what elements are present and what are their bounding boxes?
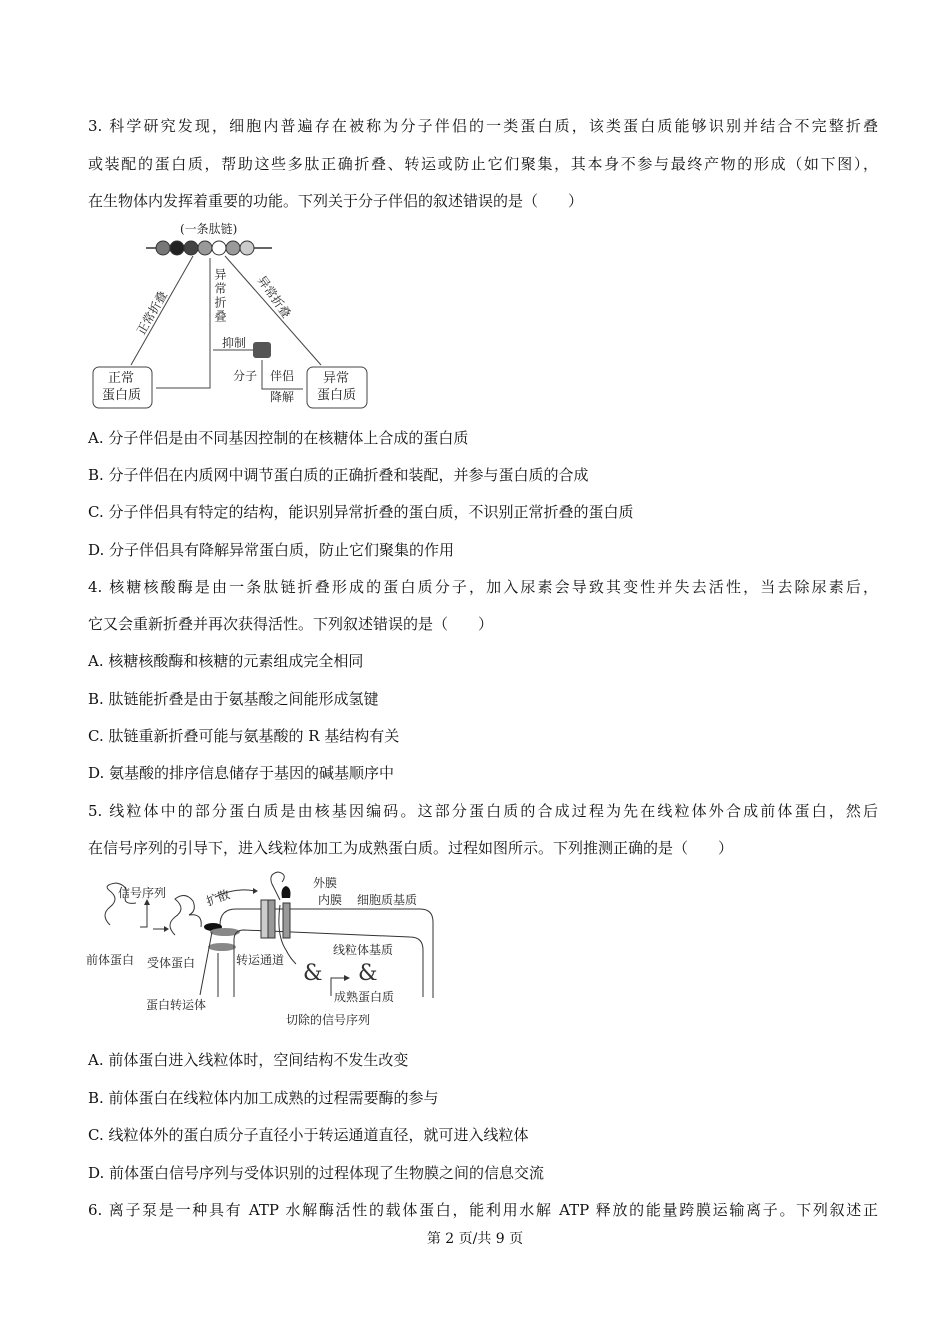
q3-line-3: 在生物体内发挥着重要的功能。下列关于分子伴侣的叙述错误的是（ ） <box>88 192 584 210</box>
q5-option-d: D. 前体蛋白信号序列与受体识别的过程体现了生物膜之间的信息交流 <box>88 1164 545 1182</box>
svg-text:&: & <box>303 961 323 986</box>
q4-option-c: C. 肽链重新折叠可能与氨基酸的 R 基结构有关 <box>88 727 400 745</box>
q4-option-d: D. 氨基酸的排序信息储存于基因的碱基顺序中 <box>88 764 395 782</box>
mature-protein-label: 成熟蛋白质 <box>334 990 395 1004</box>
abnormal-protein-line1: 异常 <box>323 371 350 386</box>
q5-line-1: 5. 线粒体中的部分蛋白质是由核基因编码。这部分蛋白质的合成过程为先在线粒体外合成前体蛋白，然后 <box>88 802 878 820</box>
molecule-label: 分子 <box>233 369 258 383</box>
receptor-protein-label: 受体蛋白 <box>147 956 196 970</box>
inhibit-label: 抑制 <box>222 336 247 350</box>
q3-line-1: 3. 科学研究发现，细胞内普遍存在被称为分子伴侣的一类蛋白质，该类蛋白质能够识别并结合不完整折叠 <box>88 117 878 135</box>
q5-option-c: C. 线粒体外的蛋白质分子直径小于转运通道直径，就可进入线粒体 <box>88 1126 529 1144</box>
chaperone-label: 伴侣 <box>270 369 295 383</box>
q5-option-b: B. 前体蛋白在线粒体内加工成熟的过程需要酶的参与 <box>88 1089 439 1107</box>
q3-option-d: D. 分子伴侣具有降解异常蛋白质，防止它们聚集的作用 <box>88 541 455 559</box>
outer-membrane-label: 外膜 <box>313 876 338 890</box>
diffuse-label: 扩散 <box>204 887 232 909</box>
mito-matrix-label: 线粒体基质 <box>333 943 394 957</box>
q5-option-a: A. 前体蛋白进入线粒体时，空间结构不发生改变 <box>88 1051 409 1069</box>
degrade-label: 降解 <box>270 390 295 404</box>
normal-protein-line1: 正常 <box>108 371 135 386</box>
precursor-protein-label: 前体蛋白 <box>86 953 135 967</box>
q4-option-a: A. 核糖核酸酶和核糖的元素组成完全相同 <box>88 652 364 670</box>
q3-option-c: C. 分子伴侣具有特定的结构，能识别异常折叠的蛋白质，不识别正常折叠的蛋白质 <box>88 503 634 521</box>
abnormal-protein-line2: 蛋白质 <box>317 388 357 403</box>
q4-line-2: 它又会重新折叠并再次获得活性。下列叙述错误的是（ ） <box>88 615 494 633</box>
abnormal-fold-mid-label: 异常折叠 <box>213 268 227 324</box>
q5-line-2: 在信号序列的引导下，进入线粒体加工为成熟蛋白质。过程如图所示。下列推测正确的是（ ） <box>88 839 734 857</box>
cut-signal-label: 切除的信号序列 <box>286 1013 371 1027</box>
inner-membrane-label: 内膜 <box>318 893 343 907</box>
q3-option-a: A. 分子伴侣是由不同基因控制的在核糖体上合成的蛋白质 <box>88 429 469 447</box>
q4-option-b: B. 肽链能折叠是由于氨基酸之间能形成氢键 <box>88 690 379 708</box>
q4-line-1: 4. 核糖核酸酶是由一条肽链折叠形成的蛋白质分子，加入尿素会导致其变性并失去活性，当去除尿素后， <box>88 578 878 596</box>
normal-fold-label: 正常折叠 <box>133 288 171 338</box>
abnormal-fold-right-label: 异常折叠 <box>254 273 294 321</box>
q3-option-b: B. 分子伴侣在内质网中调节蛋白质的正确折叠和装配，并参与蛋白质的合成 <box>88 466 589 484</box>
peptide-chain-label: (一条肽链) <box>180 222 238 236</box>
signal-sequence-label: 信号序列 <box>118 886 167 900</box>
normal-protein-line2: 蛋白质 <box>102 388 142 403</box>
q3-line-2: 或装配的蛋白质，帮助这些多肽正确折叠、转运或防止它们聚集，其本身不参与最终产物的形成（如下图）， <box>88 155 878 173</box>
q6-line-1: 6. 离子泵是一种具有 ATP 水解酶活性的载体蛋白，能利用水解 ATP 释放的能量跨膜运输离子。下列叙述正 <box>88 1201 878 1219</box>
transport-channel-label: 转运通道 <box>236 953 285 967</box>
cytoplasm-matrix-label: 细胞质基质 <box>357 893 418 907</box>
protein-transporter-label: 蛋白转运体 <box>146 998 207 1012</box>
page-footer: 第 2 页/共 9 页 <box>426 1231 524 1247</box>
svg-text:&: & <box>358 961 378 986</box>
